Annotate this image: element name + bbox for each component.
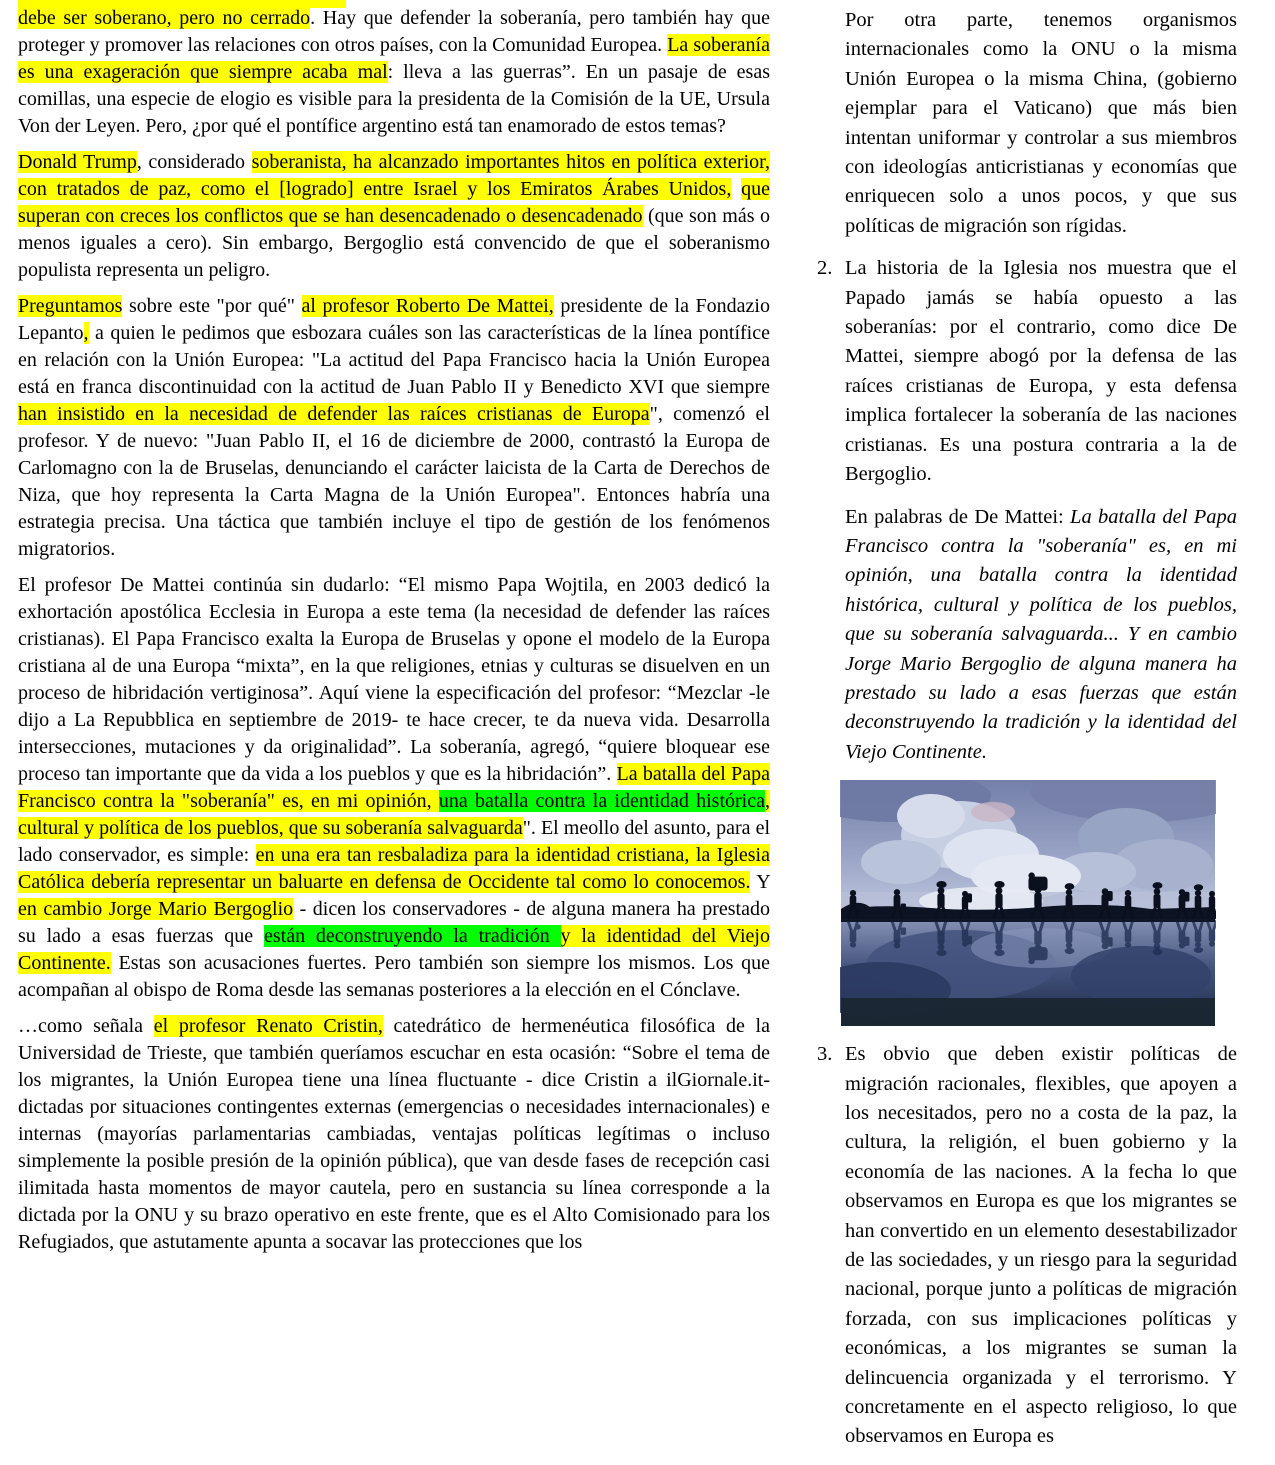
highlight-yellow: en una era tan resbaladiza para la identidad cristiana, la Iglesia Católica debería representar un baluarte en defensa de Occidente tal como lo conocemos. [18, 844, 770, 893]
text-segment: Estas son acusaciones fuertes. Pero también son siempre los mismos. Los que acompañan al obispo de Roma desde las semanas posteriores a la elección en el Cónclave. [18, 952, 770, 1001]
italic-quote-text: La batalla del Papa Francisco contra la "soberanía" es, en mi opinión, una batalla contra la identidad histórica, cultural y política de los pueblos, que su soberanía salvaguarda... Y en cambio Jorge Mario Bergoglio de alguna manera ha prestado su lado a esas fuerzas que están deconstruyendo la tradición y la identidad del Viejo Continente. [845, 505, 1238, 763]
text-segment: (que son más o menos iguales a cero). Sin embargo, Bergoglio está convencido de que el soberanismo populista representa un peligro. [18, 205, 770, 281]
numbered-item-text [845, 254, 1237, 489]
highlight-green: una batalla contra la identidad histórica [438, 790, 765, 812]
text-segment: catedrático de hermenéutica filosófica de la Universidad de Trieste, que también queríamos escuchar en esta ocasión: “Sobre el tema de los migrantes, la Unión Europea tiene una línea fluctuante - dice Cristin a ilGiornale.it- dictadas por situaciones contingentes externas (emergencias o necesidades internacionales) e internas (mayorías parlamentarias cambiadas, ventajas políticas legítimas o incluso simplemente la posible presión de la opinión pública), que van desde fases de recepción casi ilimitada hasta momentos de mayor cautela, pero en sustancia su línea corresponde a la dictada por la ONU y su brazo operativo en este frente, que es el Alto Comisionado para los Refugiados, que astutamente apunta a socavar las protecciones que los [18, 1015, 770, 1253]
highlight-yellow: , [83, 322, 89, 344]
paragraph [18, 1013, 770, 1256]
highlight-yellow: que superan con creces los conflictos que se han desencadenado o desencadenado [18, 178, 770, 227]
text-segment: ". El meollo del asunto, para el lado conservador, es simple: [18, 817, 771, 866]
text-segment: Es obvio que deben existir políticas de migración racionales, flexibles, que apoyen a los necesitados, pero no a costa de la paz, la cultura, la religión, el buen gobierno y la economía de las naciones. A la fecha lo que observamos en Europa es que los migrantes se han convertido en un elemento desestabilizador de las sociedades, y un riesgo para la seguridad nacional, porque junto a políticas de migración forzada, con sus implicaciones políticas y económicas, a los migrantes se suman la delincuencia organizada y el terrorismo. Y concretamente en el aspecto religioso, lo que observamos en Europa es [845, 1043, 1237, 1448]
text-segment [731, 178, 741, 200]
highlight-yellow: debe ser soberano, pero no cerrado [18, 7, 311, 29]
text-segment: a quien le pedimos que esbozara cuáles son las características de la línea pontífice en relación con la Unión Europea: "La actitud del Papa Francisco hacia la Unión Europea está en franca discontinuidad con la actitud de Juan Pablo II y Benedicto XVI que siempre [18, 322, 770, 398]
left-column [18, 5, 770, 1265]
list-number: 2. [817, 257, 833, 280]
numbered-item-text [845, 1040, 1237, 1452]
paragraph [18, 293, 770, 563]
text-segment: , considerado [136, 151, 252, 173]
migrants-photo [840, 780, 1216, 1026]
text-segment: sobre este "por qué" [122, 295, 302, 317]
text-segment: . Hay que defender la soberanía, pero también hay que proteger y promover las relaciones con otros países, con la Comunidad Europea. [18, 7, 770, 56]
text-segment: El profesor De Mattei continúa sin dudarlo: “El mismo Papa Wojtila, en 2003 dedicó la exhortación apostólica Ecclesia in Europa a este tema (la necesidad de defender las raíces cristianas). El Papa Francisco exalta la Europa de Bruselas y opone el modelo de la Europa cristiana al de una Europa “mixta”, en la que religiones, etnias y culturas se disuelven en un proceso de hibridación vertiginosa”. Aquí viene la especificación del profesor: “Mezclar -le dijo a La Repubblica en septiembre de 2019- te hace crecer, te da nueva vida. Desarrolla intersecciones, mutaciones y da originalidad”. La soberanía, agregó, “quiere bloquear ese proceso tan importante que da vida a los pueblos y que es la hibridación”. [18, 574, 770, 785]
highlight-yellow: en cambio Jorge Mario Bergoglio [18, 898, 294, 920]
numbered-list-item [817, 1040, 1237, 1452]
highlight-yellow: al profesor Roberto De Mattei, [301, 295, 554, 317]
text-segment: : lleva a las guerras”. En un pasaje de esas comillas, una especie de elogio es visible para la presidenta de la Comisión de la UE, Ursula Von der Leyen. Pero, ¿por qué el pontífice argentino está tan enamorado de estos temas? [18, 61, 770, 137]
right-paragraph [845, 6, 1237, 241]
paragraph [18, 5, 770, 140]
highlight-yellow: Preguntamos [18, 295, 123, 317]
highlight-green: están deconstruyendo la tradición [263, 925, 561, 947]
text-segment: presidente de la Fondazio Lepanto [18, 295, 770, 344]
highlight-yellow: y la identidad del Viejo Continente. [18, 925, 770, 974]
highlight-yellow: soberanista, ha alcanzado importantes hitos en política exterior, con tratados de paz, como el [logrado] entre Israel y los Emiratos Árabes Unidos, [18, 151, 770, 200]
paragraph [18, 572, 770, 1004]
text-segment: …como señala [18, 1015, 154, 1037]
text-segment: Por otra parte, tenemos organismos internacionales como la ONU o la misma Unión Europea o la misma China, (gobierno ejemplar para el Vaticano) que más bien intentan uniformar y controlar a sus miembros con ideologías anticristianas y economías que enriquecen solo a unos pocos, y que sus políticas de migración son rígidas. [845, 9, 1237, 237]
text-segment: La historia de la Iglesia nos muestra que el Papado jamás se había opuesto a las soberanías: por el contrario, como dice De Mattei, siempre abogó por la defensa de las raíces cristianas de Europa, y esta defensa implica fortalecer la soberanía de las naciones cristianas. Es una postura contraria a la de Bergoglio. [845, 257, 1237, 486]
highlight-yellow: La soberanía es una exageración que siempre acaba mal [18, 34, 770, 83]
list-number: 3. [817, 1043, 833, 1066]
highlight-yellow: La batalla del Papa Francisco contra la "soberanía" es, en mi opinión, [18, 763, 770, 812]
highlight-yellow: el profesor Renato Cristin, [153, 1015, 383, 1037]
right-column [817, 6, 1238, 1465]
text-segment: Y [750, 871, 770, 893]
text-segment: - dicen los conservadores - de alguna manera ha prestado su lado a esas fuerzas que [18, 898, 770, 947]
highlight-yellow: , cultural y política de los pueblos, que su soberanía salvaguarda [18, 790, 770, 839]
text-segment: ", comenzó el profesor. Y de nuevo: "Juan Pablo II, el 16 de diciembre de 2000, contrastó la Europa de Carlomagno con la de Bruselas, denunciando el carácter laicista de la Carta de Derechos de Niza, que hoy representa la Carta Magna de la Unión Europea". Entonces habría una estrategia precisa. Una táctica que también incluye el tipo de gestión de los fenómenos migratorios. [18, 403, 770, 560]
text-segment: En palabras de De Mattei: [845, 505, 1071, 528]
quote-paragraph [845, 503, 1237, 768]
paragraph [18, 149, 770, 284]
highlight-yellow: han insistido en la necesidad de defender las raíces cristianas de Europa [18, 403, 650, 425]
numbered-list-item [817, 254, 1237, 489]
highlight-yellow: Donald Trump [18, 151, 137, 173]
